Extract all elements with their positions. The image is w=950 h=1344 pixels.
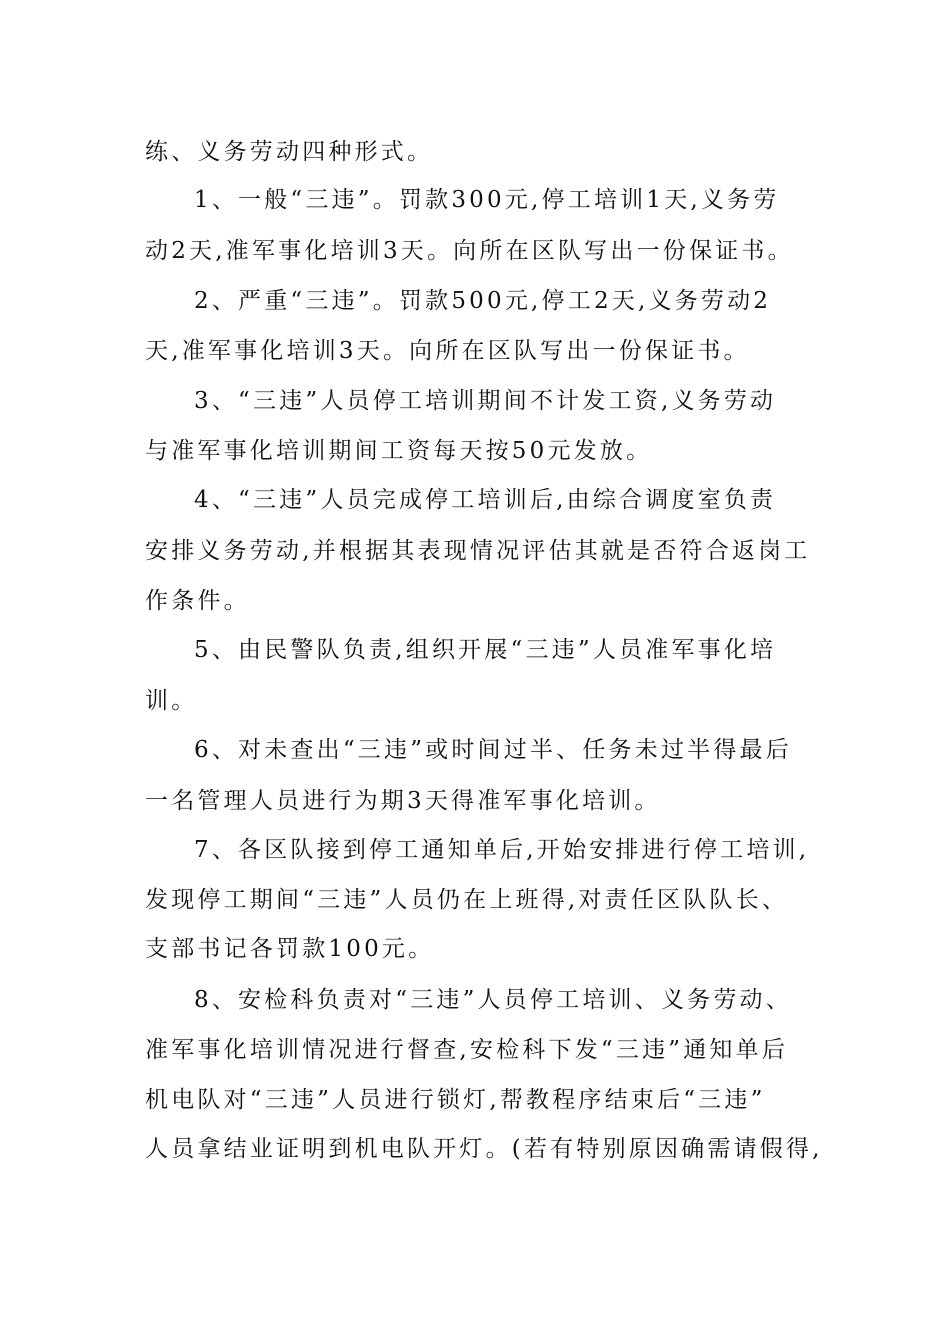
text-line: 4、“三违”人员完成停工培训后,由综合调度室负责 [194, 487, 777, 513]
text-line: 5、由民警队负责,组织开展“三违”人员准军事化培 [194, 637, 777, 663]
text-line: 7、各区队接到停工通知单后,开始安排进行停工培训, [194, 837, 810, 863]
text-line: 1、一般“三违”。罚款300元,停工培训1天,义务劳 [194, 187, 780, 213]
text-line: 支部书记各罚款100元。 [145, 936, 435, 962]
text-line: 2、严重“三违”。罚款500元,停工2天,义务劳动2 [194, 288, 772, 314]
text-line: 天,准军事化培训3天。向所在区队写出一份保证书。 [145, 338, 750, 364]
text-line: 机电队对“三违”人员进行锁灯,帮教程序结束后“三违” [145, 1087, 766, 1113]
text-line: 与准军事化培训期间工资每天按50元发放。 [145, 438, 653, 464]
text-line: 安排义务劳动,并根据其表现情况评估其就是否符合返岗工 [145, 538, 811, 564]
text-line: 训。 [145, 688, 198, 714]
text-line: 准军事化培训情况进行督查,安检科下发“三违”通知单后 [145, 1037, 789, 1063]
text-line: 3、“三违”人员停工培训期间不计发工资,义务劳动 [194, 388, 777, 414]
text-line: 作条件。 [145, 588, 250, 614]
text-line: 发现停工期间“三违”人员仍在上班得,对责任区队队长、 [145, 887, 789, 913]
text-line: 6、对未查出“三违”或时间过半、任务未过半得最后 [194, 737, 792, 763]
text-line: 动2天,准军事化培训3天。向所在区队写出一份保证书。 [145, 238, 794, 264]
text-line: 练、义务劳动四种形式。 [145, 139, 434, 165]
text-line: 人员拿结业证明到机电队开灯。(若有特别原因确需请假得, [145, 1136, 823, 1162]
text-line: 一名管理人员进行为期3天得准军事化培训。 [145, 788, 661, 814]
text-line: 8、安检科负责对“三违”人员停工培训、义务劳动、 [194, 987, 792, 1013]
